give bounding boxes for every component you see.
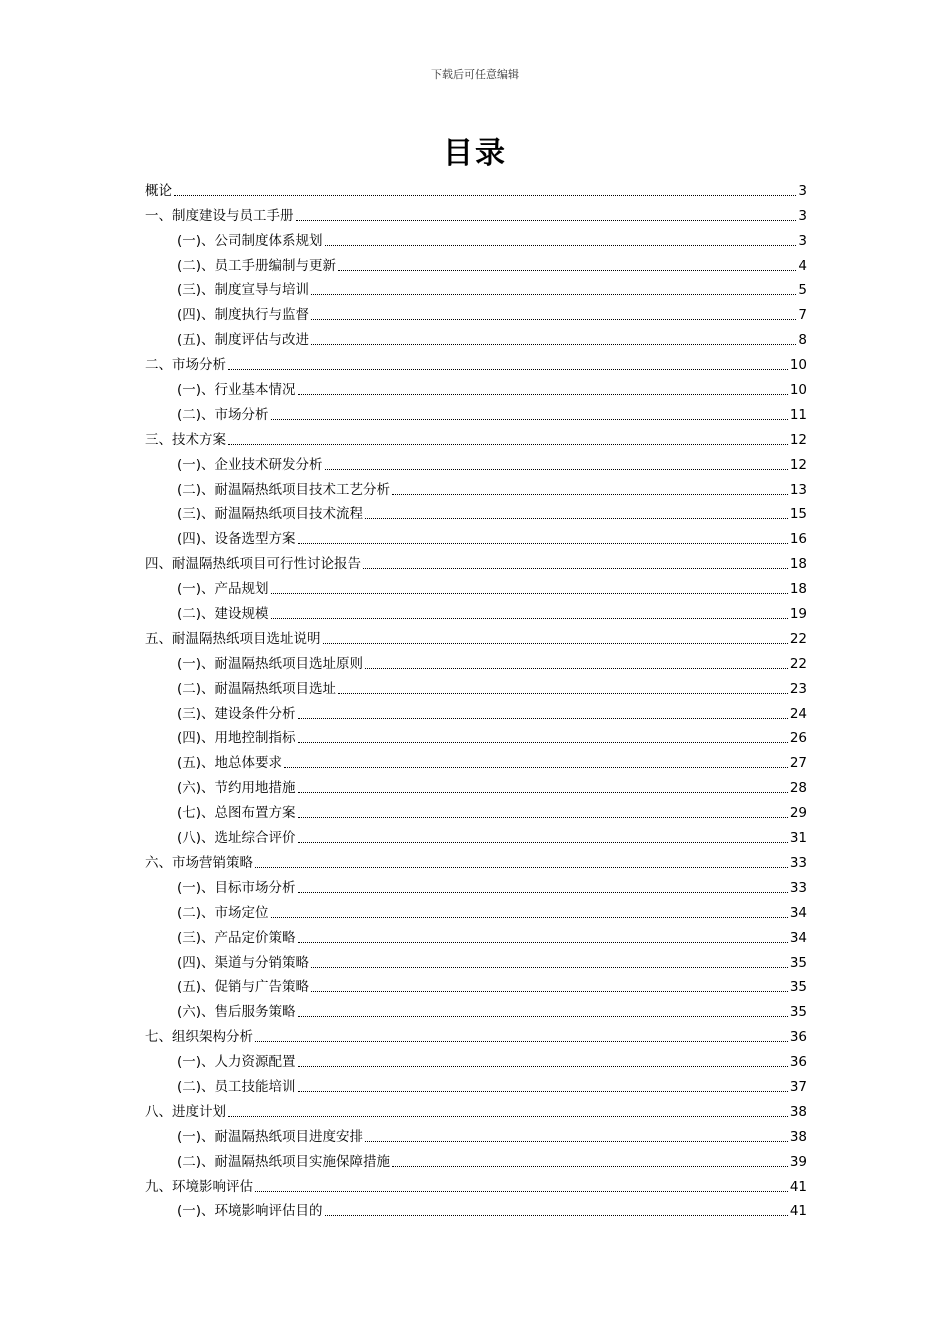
toc-entry-label: (三)、耐温隔热纸项目技术流程 (177, 506, 364, 523)
toc-entry[interactable] (145, 475, 807, 500)
toc-entry-label: 六、市场营销策略 (145, 854, 253, 871)
toc-entry[interactable] (145, 201, 807, 226)
toc-entry[interactable] (145, 1147, 807, 1172)
toc-entry[interactable] (145, 873, 807, 898)
toc-entry-page: 31 (789, 830, 807, 847)
toc-entry-page: 35 (789, 979, 807, 996)
toc-dot-leader (392, 494, 788, 495)
toc-dot-leader (325, 245, 797, 246)
toc-entry-label: 三、技术方案 (145, 431, 226, 448)
toc-entry-page: 37 (789, 1078, 807, 1095)
toc-entry-page: 34 (789, 904, 807, 921)
toc-entry-page: 26 (789, 730, 807, 747)
toc-entry-page: 24 (789, 705, 807, 722)
toc-dot-leader (392, 1166, 788, 1167)
toc-entry-label: (二)、员工技能培训 (177, 1078, 296, 1095)
toc-dot-leader (298, 1016, 788, 1017)
toc-dot-leader (311, 294, 796, 295)
toc-entry-page: 13 (789, 481, 807, 498)
toc-dot-leader (271, 593, 788, 594)
toc-entry[interactable] (145, 500, 807, 525)
toc-entry[interactable] (145, 948, 807, 973)
toc-entry[interactable] (145, 624, 807, 649)
toc-entry[interactable] (145, 176, 807, 201)
toc-entry[interactable] (145, 1022, 807, 1047)
toc-dot-leader (228, 1116, 788, 1117)
toc-dot-leader (311, 319, 796, 320)
toc-entry[interactable] (145, 724, 807, 749)
toc-entry-page: 4 (798, 257, 807, 274)
toc-entry-label: (一)、企业技术研发分析 (177, 456, 323, 473)
toc-entry-page: 15 (789, 506, 807, 523)
toc-dot-leader (298, 792, 788, 793)
toc-entry-page: 27 (789, 755, 807, 772)
toc-entry[interactable] (145, 1172, 807, 1197)
toc-entry[interactable] (145, 276, 807, 301)
toc-dot-leader (228, 369, 788, 370)
toc-entry-label: 一、制度建设与员工手册 (145, 207, 294, 224)
toc-entry-label: (一)、目标市场分析 (177, 879, 296, 896)
toc-entry-page: 38 (789, 1103, 807, 1120)
toc-entry-page: 29 (789, 805, 807, 822)
toc-dot-leader (325, 469, 788, 470)
toc-entry[interactable] (145, 773, 807, 798)
toc-dot-leader (174, 195, 796, 196)
toc-dot-leader (271, 618, 788, 619)
toc-entry-label: (二)、员工手册编制与更新 (177, 257, 337, 274)
toc-dot-leader (338, 270, 796, 271)
toc-dot-leader (311, 344, 796, 345)
toc-entry[interactable] (145, 898, 807, 923)
toc-entry-page: 23 (789, 680, 807, 697)
toc-entry-label: (三)、制度宣导与培训 (177, 282, 310, 299)
toc-entry-page: 34 (789, 929, 807, 946)
toc-dot-leader (298, 817, 788, 818)
toc-entry-label: (八)、选址综合评价 (177, 830, 296, 847)
toc-entry-page: 3 (798, 207, 807, 224)
toc-entry[interactable] (145, 1072, 807, 1097)
toc-dot-leader (311, 991, 788, 992)
toc-entry-label: (四)、设备选型方案 (177, 531, 296, 548)
toc-entry[interactable] (145, 1097, 807, 1122)
toc-entry-page: 12 (789, 431, 807, 448)
toc-dot-leader (255, 867, 788, 868)
toc-entry[interactable] (145, 923, 807, 948)
toc-entry-label: (一)、产品规划 (177, 581, 269, 598)
toc-entry[interactable] (145, 549, 807, 574)
toc-title: 目录 (443, 136, 507, 171)
toc-entry-label: (二)、建设规模 (177, 606, 269, 623)
toc-dot-leader (271, 917, 788, 918)
toc-entry[interactable] (145, 574, 807, 599)
toc-entry-page: 5 (798, 282, 807, 299)
toc-entry-label: 九、环境影响评估 (145, 1178, 253, 1195)
toc-entry-label: (一)、公司制度体系规划 (177, 232, 323, 249)
toc-entry-page: 8 (798, 332, 807, 349)
toc-entry-label: (一)、行业基本情况 (177, 382, 296, 399)
toc-entry-page: 10 (789, 382, 807, 399)
toc-entry-label: (四)、用地控制指标 (177, 730, 296, 747)
toc-entry[interactable] (145, 350, 807, 375)
toc-entry-label: 四、耐温隔热纸项目可行性讨论报告 (145, 556, 361, 573)
toc-entry-page: 41 (789, 1203, 807, 1220)
toc-dot-leader (271, 419, 788, 420)
toc-entry[interactable] (145, 848, 807, 873)
toc-entry-page: 12 (789, 456, 807, 473)
toc-entry-label: (四)、制度执行与监督 (177, 307, 310, 324)
toc-dot-leader (298, 842, 788, 843)
toc-dot-leader (284, 767, 788, 768)
toc-entry-label: (二)、市场定位 (177, 904, 269, 921)
toc-dot-leader (298, 543, 788, 544)
toc-dot-leader (323, 643, 788, 644)
toc-entry-page: 36 (789, 1029, 807, 1046)
toc-entry[interactable] (145, 524, 807, 549)
toc-entry-page: 35 (789, 1004, 807, 1021)
toc-entry[interactable] (145, 226, 807, 251)
toc-entry-page: 39 (789, 1153, 807, 1170)
toc-entry-label: (五)、制度评估与改进 (177, 332, 310, 349)
toc-entry-page: 35 (789, 954, 807, 971)
toc-entry-page: 38 (789, 1128, 807, 1145)
toc-dot-leader (325, 1215, 788, 1216)
toc-entry-label: (五)、促销与广告策略 (177, 979, 310, 996)
toc-entry[interactable] (145, 1197, 807, 1222)
toc-entry[interactable] (145, 748, 807, 773)
toc-dot-leader (255, 1041, 788, 1042)
toc-entry[interactable] (145, 973, 807, 998)
toc-entry[interactable] (145, 300, 807, 325)
toc-entry[interactable] (145, 798, 807, 823)
toc-dot-leader (338, 693, 788, 694)
toc-entry-page: 7 (798, 307, 807, 324)
toc-entry-page: 3 (798, 182, 807, 199)
toc-entry-page: 10 (789, 357, 807, 374)
toc-entry-page: 11 (789, 406, 807, 423)
toc-entry[interactable] (145, 674, 807, 699)
toc-dot-leader (228, 444, 788, 445)
toc-dot-leader (311, 967, 788, 968)
toc-entry-label: (一)、人力资源配置 (177, 1054, 296, 1071)
toc-entry[interactable] (145, 400, 807, 425)
toc-entry-label: (三)、产品定价策略 (177, 929, 296, 946)
toc-entry[interactable] (145, 649, 807, 674)
toc-entry[interactable] (145, 699, 807, 724)
toc-entry-page: 41 (789, 1178, 807, 1195)
toc-entry-label: (二)、耐温隔热纸项目实施保障措施 (177, 1153, 391, 1170)
toc-dot-leader (298, 1091, 788, 1092)
toc-dot-leader (298, 942, 788, 943)
toc-entry-page: 22 (789, 630, 807, 647)
toc-entry-label: (三)、建设条件分析 (177, 705, 296, 722)
toc-entry-label: (一)、耐温隔热纸项目进度安排 (177, 1128, 364, 1145)
toc-dot-leader (365, 518, 788, 519)
toc-entry-page: 33 (789, 879, 807, 896)
toc-entry-label: (二)、耐温隔热纸项目选址 (177, 680, 337, 697)
toc-dot-leader (298, 1066, 788, 1067)
toc-entry-label: 二、市场分析 (145, 357, 226, 374)
toc-entry[interactable] (145, 997, 807, 1022)
toc-entry-label: (六)、售后服务策略 (177, 1004, 296, 1021)
toc-entry-page: 3 (798, 232, 807, 249)
table-of-contents (145, 176, 807, 1221)
toc-dot-leader (365, 1141, 788, 1142)
toc-entry-label: 概论 (145, 182, 172, 199)
toc-entry[interactable] (145, 823, 807, 848)
header-note: 下载后可任意编辑 (431, 68, 519, 81)
toc-entry-label: 八、进度计划 (145, 1103, 226, 1120)
toc-entry[interactable] (145, 325, 807, 350)
toc-entry-label: (五)、地总体要求 (177, 755, 283, 772)
toc-entry-label: (六)、节约用地措施 (177, 780, 296, 797)
toc-entry-label: (一)、环境影响评估目的 (177, 1203, 323, 1220)
toc-dot-leader (365, 668, 788, 669)
toc-dot-leader (363, 568, 788, 569)
toc-entry[interactable] (145, 251, 807, 276)
toc-dot-leader (298, 394, 788, 395)
toc-entry-page: 33 (789, 854, 807, 871)
toc-entry-page: 19 (789, 606, 807, 623)
toc-dot-leader (298, 742, 788, 743)
toc-dot-leader (298, 718, 788, 719)
toc-dot-leader (298, 892, 788, 893)
toc-entry-page: 36 (789, 1054, 807, 1071)
toc-entry-label: (七)、总图布置方案 (177, 805, 296, 822)
toc-entry[interactable] (145, 1047, 807, 1072)
toc-entry-page: 28 (789, 780, 807, 797)
toc-entry[interactable] (145, 599, 807, 624)
toc-entry[interactable] (145, 1122, 807, 1147)
toc-entry[interactable] (145, 450, 807, 475)
toc-entry-label: 七、组织架构分析 (145, 1029, 253, 1046)
toc-entry-label: (二)、市场分析 (177, 406, 269, 423)
toc-entry-label: (四)、渠道与分销策略 (177, 954, 310, 971)
toc-entry[interactable] (145, 375, 807, 400)
toc-entry-page: 16 (789, 531, 807, 548)
toc-entry-page: 22 (789, 655, 807, 672)
toc-dot-leader (255, 1191, 788, 1192)
toc-entry-label: (二)、耐温隔热纸项目技术工艺分析 (177, 481, 391, 498)
toc-entry[interactable] (145, 425, 807, 450)
toc-entry-label: 五、耐温隔热纸项目选址说明 (145, 630, 321, 647)
toc-dot-leader (296, 220, 797, 221)
toc-entry-label: (一)、耐温隔热纸项目选址原则 (177, 655, 364, 672)
toc-entry-page: 18 (789, 556, 807, 573)
toc-entry-page: 18 (789, 581, 807, 598)
